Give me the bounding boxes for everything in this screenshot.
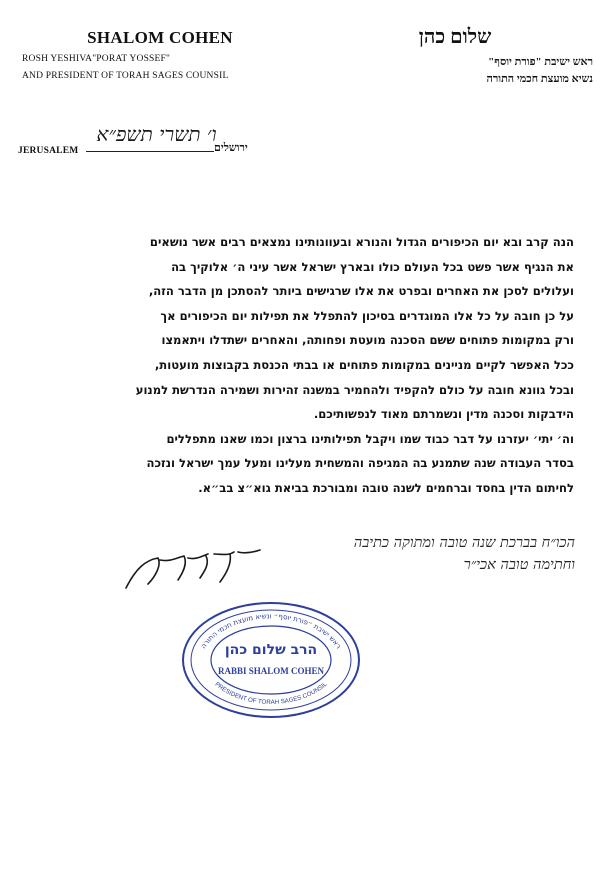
city-hebrew: ירושלים xyxy=(214,142,248,154)
body-line: הנה קרב ובא יום הכיפורים הגדול והנורא ובעוונותינו נמצאים רבים אשר נושאים xyxy=(149,235,574,249)
hebrew-title-line1: ראש ישיבת "פורת יוסף" xyxy=(488,56,593,68)
body-line: ורק במקומות פתוחים ששם הסכנה מועטת ופחותה, והאחרים ישתדלו ויתאמצו xyxy=(161,333,574,348)
body-line: ועלולים לסכן את האחרים ובפרט את אלו שרגישים ביותר להסתכן מן הדבר הזה, xyxy=(148,284,574,299)
english-name: SHALOM COHEN xyxy=(87,28,233,47)
signature-icon xyxy=(118,548,268,598)
blessing-line2: וחתימה טובה אכי״ר xyxy=(463,557,575,573)
official-stamp-icon xyxy=(178,598,363,718)
stamp-center-hebrew: הרב שלום כהן xyxy=(224,642,318,658)
handwritten-blessing xyxy=(250,532,575,576)
body-line: הידבקות וסכנה מדין ונשמרתם מאוד לנפשותיכם. xyxy=(313,407,574,422)
date-underline xyxy=(86,150,214,152)
body-line: ככל האפשר לקיים מניינים במקומות פתוחים או בבתי הכנסת בקבוצות מועטות, xyxy=(154,357,574,372)
english-title-line2: AND PRESIDENT OF TORAH SAGES COUNSIL xyxy=(22,71,229,81)
closing-line: וה׳ יתי׳ יעזרנו על דבר כבוד שמו ויקבל תפילותינו ברצון וכמו שאנו מתפללים xyxy=(166,431,574,446)
blessing-line1: הכו״ח בברכת שנה טובה ומתוקה כתיבה xyxy=(353,535,575,551)
stamp-outer-text: ראש ישיבת ״פורת יוסף״ ונשיא מועצת חכמי התורה xyxy=(199,612,343,651)
city-english: JERUSALEM xyxy=(18,146,79,156)
hebrew-name: שלום כהן xyxy=(418,26,492,48)
letter-body xyxy=(36,230,574,501)
english-title-line1: ROSH YESHIVA"PORAT YOSSEF" xyxy=(22,54,171,64)
body-line: ובכל גוונא חובה על כולם להקפיד ולהחמיר במשנה זהירות ושמירה הנדרשת למנוע xyxy=(135,382,574,397)
svg-text:PRESIDENT OF TORAH SAGES COUNS xyxy=(214,680,329,706)
body-line: את הנגיף אשר פשט בכל העולם כולו ובארץ ישראל אשר עיני ה׳ אלוקיך בה xyxy=(171,259,574,274)
closing-line: לחיתום הדין בחסד וברחמים לשנה טובה ומבורכת בביאת גוא״צ בב״א. xyxy=(198,480,574,495)
closing-line: בסדר העבודה שנה שתמנע בה המגיפה והמשחית מעלינו ומעל עמך ישראל ונזכה xyxy=(146,456,574,471)
body-line: על כן חובה על כל אלו המוגדרים בסיכון להתפלל את תפילות יום הכיפורים אך xyxy=(160,308,574,323)
stamp-bottom-text: PRESIDENT OF TORAH SAGES COUNSIL xyxy=(213,680,329,706)
handwritten-date: ו׳ תשרי תשפ״א xyxy=(96,122,217,146)
hebrew-title-line2: נשיא מועצת חכמי התורה xyxy=(486,73,593,85)
stamp-center-english: RABBI SHALOM COHEN xyxy=(217,666,325,676)
